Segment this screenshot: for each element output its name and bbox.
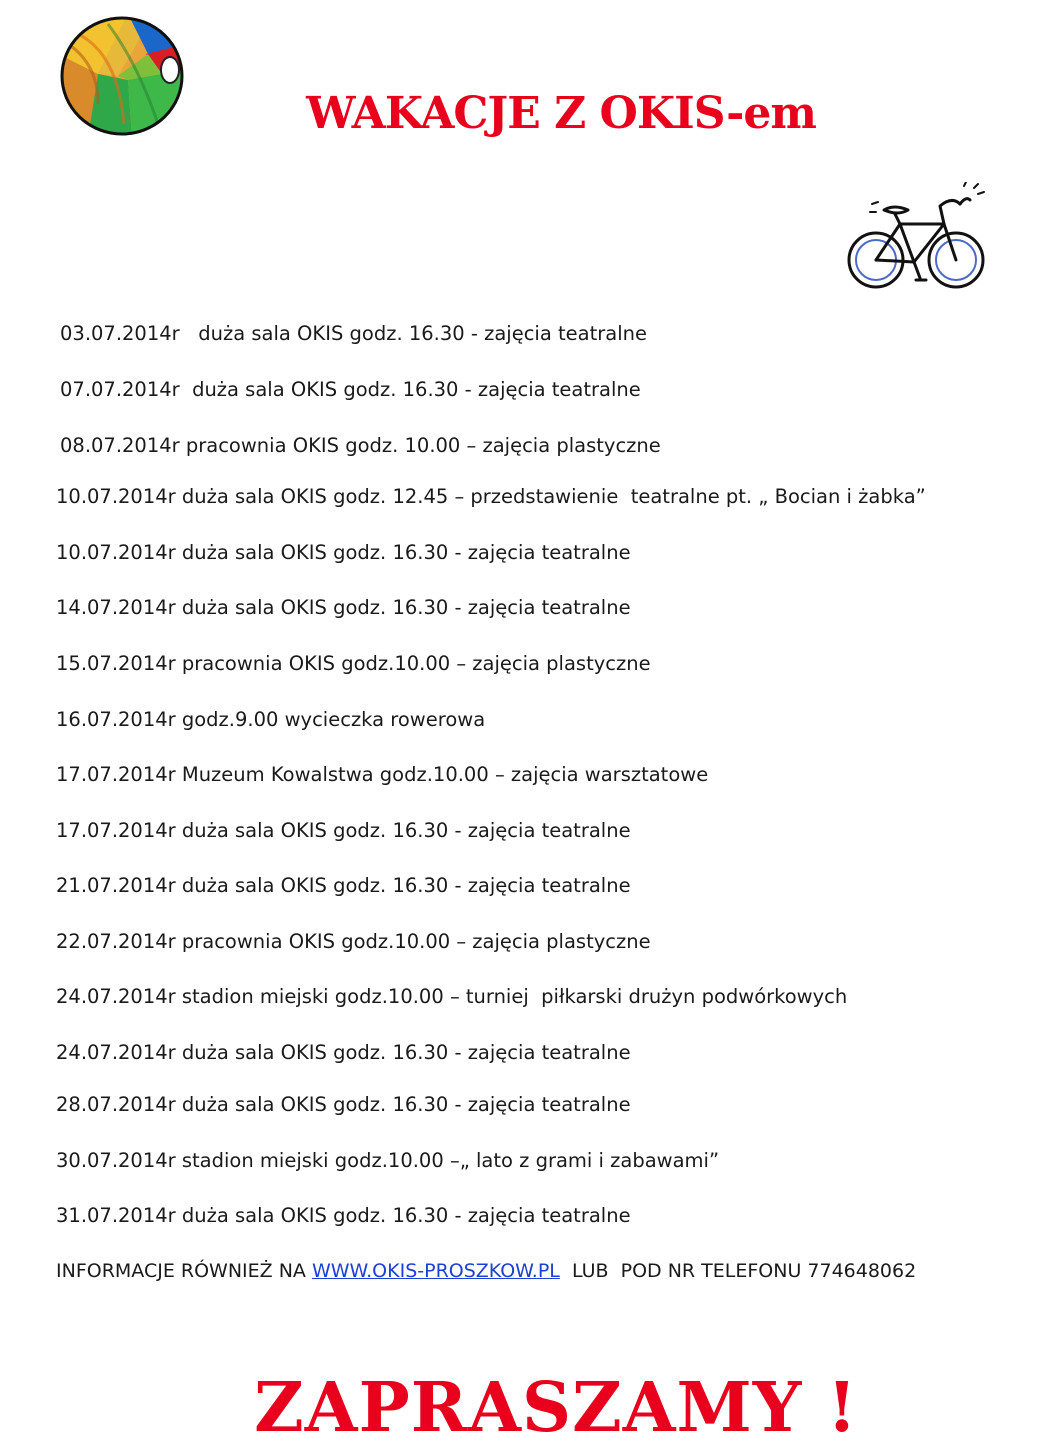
list-item: 08.07.2014r pracownia OKIS godz. 10.00 – zajęcia plastyczne <box>60 434 661 457</box>
list-item: 03.07.2014r duża sala OKIS godz. 16.30 - zajęcia teatralne <box>60 322 647 345</box>
list-item: 10.07.2014r duża sala OKIS godz. 16.30 - zajęcia teatralne <box>56 541 631 564</box>
list-item: 24.07.2014r duża sala OKIS godz. 16.30 - zajęcia teatralne <box>56 1041 631 1064</box>
list-item: 10.07.2014r duża sala OKIS godz. 12.45 – przedstawienie teatralne pt. „ Bocian i żabka” <box>56 485 926 508</box>
list-item: 17.07.2014r duża sala OKIS godz. 16.30 - zajęcia teatralne <box>56 819 631 842</box>
list-item: 14.07.2014r duża sala OKIS godz. 16.30 - zajęcia teatralne <box>56 596 631 619</box>
list-item: 15.07.2014r pracownia OKIS godz.10.00 – zajęcia plastyczne <box>56 652 651 675</box>
list-item: 30.07.2014r stadion miejski godz.10.00 –„ lato z grami i zabawami” <box>56 1149 720 1172</box>
list-item: 21.07.2014r duża sala OKIS godz. 16.30 - zajęcia teatralne <box>56 874 631 897</box>
list-item: 28.07.2014r duża sala OKIS godz. 16.30 - zajęcia teatralne <box>56 1093 631 1116</box>
list-item: 17.07.2014r Muzeum Kowalstwa godz.10.00 – zajęcia warsztatowe <box>56 763 709 786</box>
contact-info-suffix: LUB POD NR TELEFONU 774648062 <box>559 1260 917 1282</box>
invitation-banner: ZAPRASZAMY ! <box>254 1368 858 1448</box>
contact-info-prefix: INFORMACJE RÓWNIEŻ NA <box>56 1260 312 1282</box>
list-item: 07.07.2014r duża sala OKIS godz. 16.30 - zajęcia teatralne <box>60 378 641 401</box>
website-link[interactable]: WWW.OKIS-PROSZKOW.PL <box>311 1260 560 1282</box>
list-item: 22.07.2014r pracownia OKIS godz.10.00 – zajęcia plastyczne <box>56 930 651 953</box>
list-item: 16.07.2014r godz.9.00 wycieczka rowerowa <box>56 708 486 731</box>
list-item: 31.07.2014r duża sala OKIS godz. 16.30 - zajęcia teatralne <box>56 1204 631 1227</box>
page-title: WAKACJE Z OKIS-em <box>306 88 816 139</box>
list-item: 24.07.2014r stadion miejski godz.10.00 – turniej piłkarski drużyn podwórkowych <box>56 985 848 1008</box>
contact-info <box>56 1262 916 1281</box>
bicycle-icon <box>842 182 988 294</box>
